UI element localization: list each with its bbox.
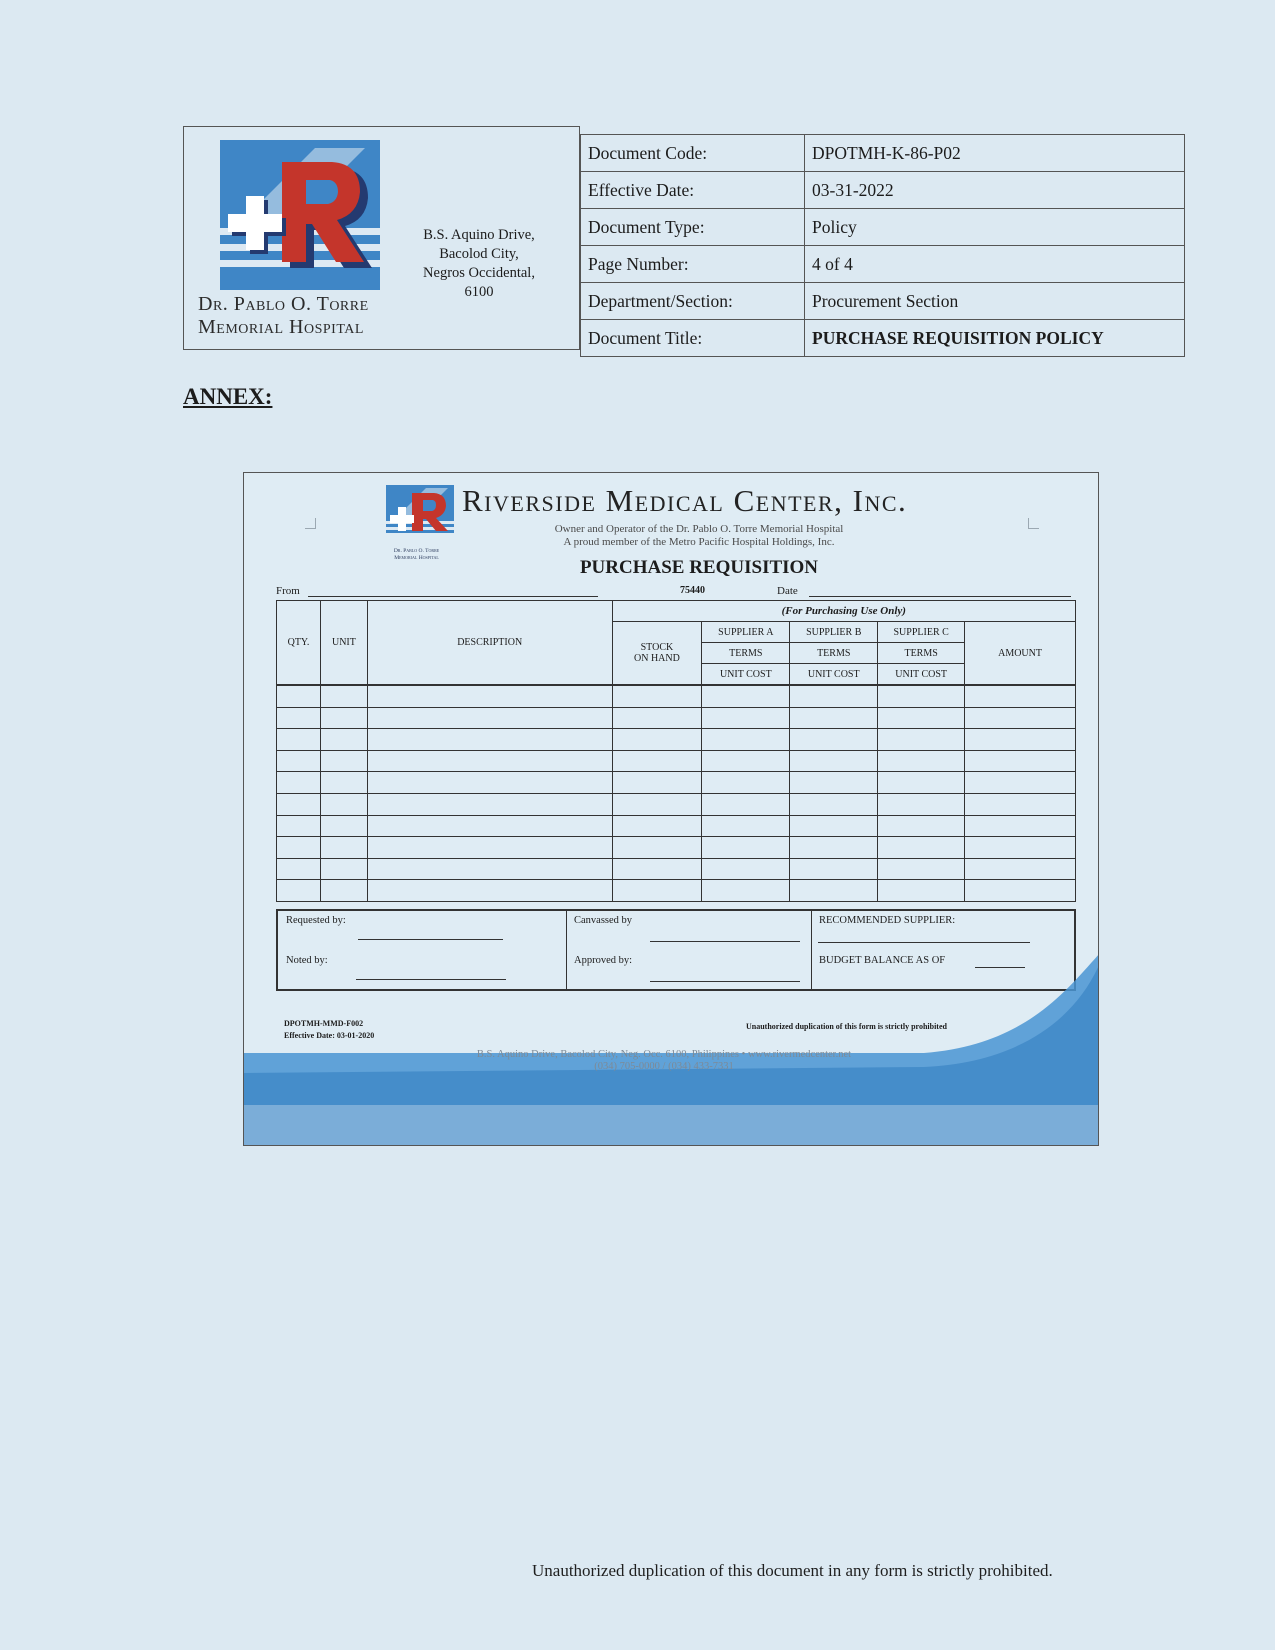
from-date-row — [276, 583, 1076, 599]
description-header: DESCRIPTION — [367, 601, 612, 686]
recommended-supplier-label: RECOMMENDED SUPPLIER: — [819, 915, 956, 926]
table-row — [277, 793, 1076, 815]
meta-row — [581, 246, 1185, 283]
table-cell[interactable] — [878, 772, 965, 794]
form-phone-line: (034) 705-0000 / (034) 433-7331 — [594, 1061, 734, 1072]
table-cell[interactable] — [878, 685, 965, 707]
table-cell[interactable] — [367, 880, 612, 902]
table-cell[interactable] — [965, 772, 1076, 794]
table-cell[interactable] — [277, 707, 321, 729]
table-cell[interactable] — [965, 837, 1076, 859]
table-row — [277, 707, 1076, 729]
hospital-logo — [220, 140, 380, 290]
address-line: Negros Occidental, — [423, 265, 535, 281]
meta-value: 03-31-2022 — [805, 172, 1185, 209]
table-cell[interactable] — [367, 750, 612, 772]
table-cell[interactable] — [790, 858, 878, 880]
table-cell[interactable] — [878, 729, 965, 751]
hospital-name-line2: Memorial Hospital — [198, 316, 364, 338]
qty-header: QTY. — [277, 601, 321, 686]
table-cell[interactable] — [790, 793, 878, 815]
form-document-code — [284, 1018, 374, 1042]
meta-row — [581, 172, 1185, 209]
terms-header: TERMS — [790, 643, 878, 664]
meta-row — [581, 135, 1185, 172]
meta-value: Procurement Section — [805, 283, 1185, 320]
meta-row — [581, 209, 1185, 246]
table-cell[interactable] — [612, 750, 702, 772]
table-cell[interactable] — [277, 837, 321, 859]
table-row — [277, 858, 1076, 880]
canvassed-by-signature-line[interactable] — [650, 941, 800, 942]
purchase-requisition-form — [243, 472, 1099, 1146]
table-cell[interactable] — [277, 815, 321, 837]
form-logo-text-line: Memorial Hospital — [394, 555, 439, 561]
table-cell[interactable] — [277, 750, 321, 772]
supplier-b-header: SUPPLIER B — [790, 622, 878, 643]
meta-value: Policy — [805, 209, 1185, 246]
table-cell[interactable] — [702, 880, 790, 902]
table-cell[interactable] — [965, 793, 1076, 815]
table-cell[interactable] — [702, 685, 790, 707]
meta-label: Document Code: — [581, 135, 805, 172]
table-cell[interactable] — [320, 815, 367, 837]
table-cell[interactable] — [367, 729, 612, 751]
terms-header: TERMS — [702, 643, 790, 664]
address-line: Bacolod City, — [439, 246, 519, 262]
table-cell[interactable] — [878, 793, 965, 815]
hospital-block — [183, 126, 580, 350]
table-cell[interactable] — [367, 837, 612, 859]
table-cell[interactable] — [790, 837, 878, 859]
unit-header: UNIT — [320, 601, 367, 686]
table-cell[interactable] — [790, 815, 878, 837]
table-cell[interactable] — [367, 793, 612, 815]
table-cell[interactable] — [965, 815, 1076, 837]
table-cell[interactable] — [612, 772, 702, 794]
table-cell[interactable] — [702, 858, 790, 880]
supplier-a-header: SUPPLIER A — [702, 622, 790, 643]
table-cell[interactable] — [878, 837, 965, 859]
company-tagline — [474, 523, 924, 549]
table-cell[interactable] — [965, 729, 1076, 751]
supplier-c-header: SUPPLIER C — [878, 622, 965, 643]
unit-cost-header: UNIT COST — [702, 664, 790, 686]
table-cell[interactable] — [965, 880, 1076, 902]
table-cell[interactable] — [878, 815, 965, 837]
table-row — [277, 685, 1076, 707]
table-cell[interactable] — [320, 707, 367, 729]
hospital-address — [420, 226, 538, 302]
table-cell[interactable] — [965, 685, 1076, 707]
requested-by-signature-line[interactable] — [358, 939, 503, 940]
table-cell[interactable] — [612, 707, 702, 729]
from-label: From — [276, 585, 300, 597]
table-cell[interactable] — [277, 793, 321, 815]
annex-heading: ANNEX: — [183, 384, 273, 409]
date-field[interactable] — [809, 596, 1071, 597]
meta-label: Page Number: — [581, 246, 805, 283]
meta-label: Document Type: — [581, 209, 805, 246]
crop-mark — [305, 518, 316, 529]
table-cell[interactable] — [790, 750, 878, 772]
table-cell[interactable] — [277, 880, 321, 902]
table-cell[interactable] — [320, 793, 367, 815]
document-title: PURCHASE REQUISITION POLICY — [805, 320, 1185, 357]
meta-label: Document Title: — [581, 320, 805, 357]
table-cell[interactable] — [702, 815, 790, 837]
form-logo-text-line: Dr. Pablo O. Torre — [393, 548, 440, 554]
table-cell[interactable] — [790, 772, 878, 794]
hospital-name — [198, 293, 369, 339]
meta-label: Department/Section: — [581, 283, 805, 320]
table-cell[interactable] — [965, 707, 1076, 729]
table-cell[interactable] — [320, 837, 367, 859]
address-line: 6100 — [464, 284, 494, 300]
table-cell[interactable] — [965, 858, 1076, 880]
table-cell[interactable] — [702, 729, 790, 751]
noted-by-label: Noted by: — [286, 955, 328, 966]
table-cell[interactable] — [878, 880, 965, 902]
table-cell[interactable] — [367, 685, 612, 707]
approved-by-label: Approved by: — [574, 955, 633, 966]
table-cell[interactable] — [320, 772, 367, 794]
form-address-line: B.S. Aquino Drive, Bacolod City, Neg. Occ. 6100, Philippines • www.rivermedcenter.net — [476, 1049, 852, 1060]
company-name: Riverside Medical Center, Inc. — [462, 483, 908, 518]
table-cell[interactable] — [367, 815, 612, 837]
meta-row — [581, 283, 1185, 320]
table-cell[interactable] — [320, 858, 367, 880]
table-row — [277, 880, 1076, 902]
unit-cost-header: UNIT COST — [878, 664, 965, 686]
table-cell[interactable] — [612, 837, 702, 859]
table-cell[interactable] — [612, 685, 702, 707]
budget-balance-label: BUDGET BALANCE AS OF — [819, 955, 946, 966]
table-row — [277, 815, 1076, 837]
table-cell[interactable] — [277, 772, 321, 794]
duplication-notice: Unauthorized duplication of this document in any form is strictly prohibited. — [532, 1561, 1053, 1580]
canvassed-by-label: Canvassed by — [574, 915, 633, 926]
meta-value: DPOTMH-K-86-P02 — [805, 135, 1185, 172]
form-effective-date: Effective Date: 03-01-2020 — [284, 1031, 375, 1040]
table-cell[interactable] — [320, 880, 367, 902]
table-cell[interactable] — [612, 793, 702, 815]
table-cell[interactable] — [790, 880, 878, 902]
table-cell[interactable] — [702, 707, 790, 729]
meta-row — [581, 320, 1185, 357]
table-cell[interactable] — [277, 685, 321, 707]
table-cell[interactable] — [878, 858, 965, 880]
table-cell[interactable] — [367, 858, 612, 880]
from-field[interactable] — [308, 596, 598, 597]
recommended-supplier-line[interactable] — [818, 942, 1030, 943]
document-meta-table — [580, 134, 1185, 357]
requested-by-label: Requested by: — [286, 915, 346, 926]
table-cell[interactable] — [367, 707, 612, 729]
table-cell[interactable] — [277, 729, 321, 751]
table-row — [277, 772, 1076, 794]
table-row — [277, 750, 1076, 772]
table-cell[interactable] — [320, 750, 367, 772]
purchasing-use-header: (For Purchasing Use Only) — [612, 601, 1076, 622]
tagline-line: Owner and Operator of the Dr. Pablo O. Torre Memorial Hospital — [554, 523, 844, 535]
form-duplication-notice: Unauthorized duplication of this form is strictly prohibited — [746, 1022, 947, 1031]
form-serial-number: 75440 — [680, 585, 705, 596]
table-cell[interactable] — [702, 772, 790, 794]
address-line: B.S. Aquino Drive, — [423, 227, 535, 243]
form-contact-info — [394, 1049, 934, 1073]
form-logo-text — [369, 548, 464, 562]
table-cell[interactable] — [965, 750, 1076, 772]
table-cell[interactable] — [612, 880, 702, 902]
table-cell[interactable] — [702, 793, 790, 815]
form-doc-code-line: DPOTMH-MMD-F002 — [284, 1019, 364, 1028]
table-cell[interactable] — [612, 815, 702, 837]
table-cell[interactable] — [612, 729, 702, 751]
table-cell[interactable] — [702, 837, 790, 859]
document-header — [183, 126, 1185, 354]
tagline-line: A proud member of the Metro Pacific Hospital Holdings, Inc. — [563, 536, 835, 548]
table-cell[interactable] — [320, 729, 367, 751]
amount-header: AMOUNT — [965, 622, 1076, 686]
form-logo — [386, 485, 454, 533]
stock-header-line: STOCK — [640, 642, 674, 653]
table-cell[interactable] — [702, 750, 790, 772]
table-row — [277, 837, 1076, 859]
unit-cost-header: UNIT COST — [790, 664, 878, 686]
table-row — [277, 729, 1076, 751]
table-cell[interactable] — [878, 750, 965, 772]
stock-on-hand-header — [612, 622, 702, 686]
table-cell[interactable] — [277, 858, 321, 880]
table-cell[interactable] — [612, 858, 702, 880]
terms-header: TERMS — [878, 643, 965, 664]
meta-value: 4 of 4 — [805, 246, 1185, 283]
crop-mark — [1028, 518, 1039, 529]
table-cell[interactable] — [320, 685, 367, 707]
meta-label: Effective Date: — [581, 172, 805, 209]
form-title: PURCHASE REQUISITION — [579, 557, 819, 578]
table-cell[interactable] — [790, 729, 878, 751]
date-label: Date — [777, 585, 798, 597]
hospital-name-line1: Dr. Pablo O. Torre — [198, 293, 369, 315]
table-cell[interactable] — [790, 685, 878, 707]
stock-header-line: ON HAND — [634, 653, 680, 664]
table-cell[interactable] — [790, 707, 878, 729]
requisition-table — [276, 600, 1076, 902]
table-cell[interactable] — [878, 707, 965, 729]
table-cell[interactable] — [367, 772, 612, 794]
